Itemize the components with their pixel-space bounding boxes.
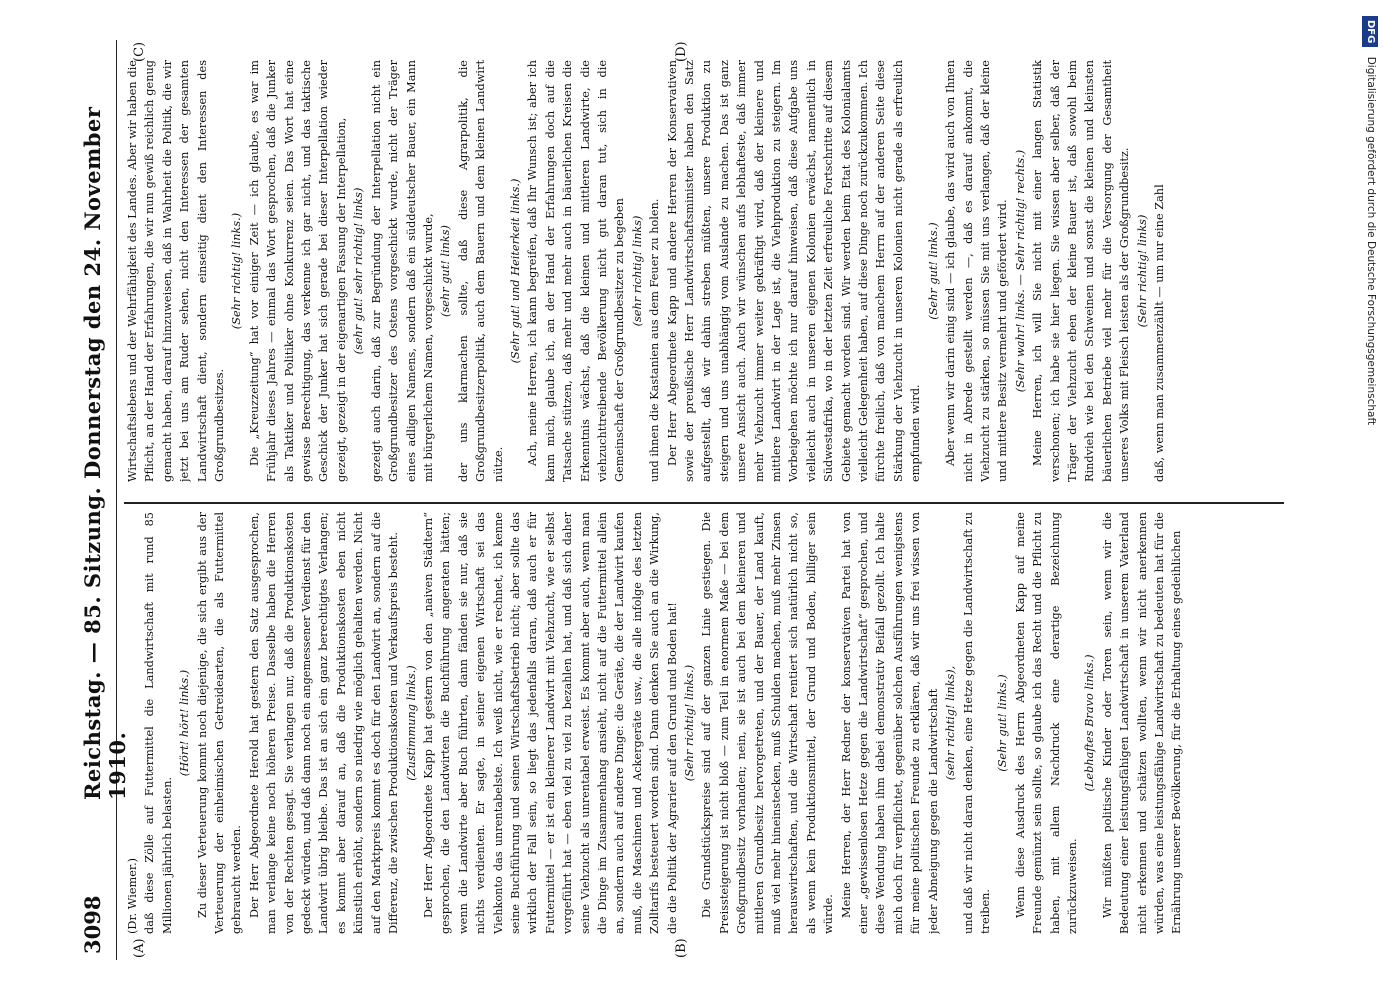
paragraph: Ach, meine Herren, ich kann begreifen, daß Ihr Wunsch ist; aber ich kann mich, glaube ich, an der Hand der Erfahrungen doch auf die Tatsache stützen, daß mehr und mehr auch in bäuerlichen Kreisen die Erkenntnis wächst, daß die kleinen und mittleren Landwirte, die viehzuchttreibende Bevölkerung nicht gut daran tut, sich in die Gemeinschaft der Großgrundbesitzer zu begeben bbox=[526, 60, 627, 482]
left-text-column bbox=[124, 512, 1284, 934]
paragraph: Die Grundstückspreise sind auf der ganzen Linie gestiegen. Die Preissteigerung ist nicht bloß — zum Teil in enormem Maße — bei dem Großgrundbesitz vorhanden; nein, sie ist auch bei dem kleineren und mittleren Grundbesitz hervorgetreten, und der Bauer, der Land kauft, muß viel mehr hineinstecken, muß Schulden machen, muß mehr Zinsen herauswirtschaften, und die Wirtschaft rentiert sich natürlich nicht so, als wenn kein Produktionsmittel, der Grund und Boden, billiger sein würde. bbox=[700, 512, 836, 934]
interjection: (Sehr richtig! links.) bbox=[230, 212, 244, 330]
dfg-logo: DFG bbox=[1362, 16, 1378, 47]
interjection: (Sehr wahr! links. — Sehr richtig! rechts.) bbox=[1013, 149, 1027, 393]
right-text-column bbox=[124, 60, 1284, 482]
paragraph: und daß wir nicht daran denken, eine Hetze gegen die Landwirtschaft zu treiben. bbox=[961, 512, 992, 934]
margin-marker-b: (B) bbox=[674, 938, 689, 958]
interjection: (Lebhaftes Bravo links.) bbox=[1083, 654, 1097, 792]
paragraph: Zu dieser Verteuerung kommt noch diejenige, die sich ergibt aus der Verteuerung der einheimischen Getreidearten, die als Futtermittel gebraucht werden. bbox=[195, 512, 244, 934]
paragraph: Wir müßten politische Kinder oder Toren sein, wenn wir die Bedeutung einer leistungsfähigen Landwirtschaft in unserem Vaterland nicht erkennen und schätzen wollten, wenn wir nicht anerkennen würden, was eine leistungsfähige Landwirtschaft zu bedeuten hat für die Ernährung unserer Bevölkerung, für die Erhaltung eines gedeihlichen bbox=[1100, 512, 1184, 934]
margin-marker-a: (A) bbox=[132, 938, 147, 958]
column-divider bbox=[124, 503, 1284, 505]
interjection: (sehr gut! links) bbox=[439, 225, 453, 317]
paragraph: Wenn diese Ausdruck des Herrn Abgeordneten Kapp auf meine Freunde gemünzt sein sollte, so glaube ich das Recht und die Pflicht zu haben, mit allem Nachdruck eine derartige Bezeichnung zurückzuweisen. bbox=[1013, 512, 1079, 934]
paragraph: gezeigt auch darin, daß zur Begründung der Interpellation nicht ein Großgrundbesitzer des Ostens vorgeschickt wurde, nicht der Träger eines adligen Namens, sondern daß ein süddeutscher Bauer, ein Mann mit bürgerlichem Namen, vorgeschickt wurde, bbox=[369, 60, 435, 482]
interjection: (Zustimmung links.) bbox=[404, 665, 418, 781]
document-page bbox=[62, 40, 1302, 960]
interjection: (Hört! hört! links.) bbox=[178, 669, 192, 777]
interjection: (Sehr gut! und Heiterkeit links.) bbox=[508, 178, 522, 364]
paragraph: Meine Herren, ich will Sie nicht mit einer langen Statistik verschonen; ich habe sie hier liegen. Sie wissen aber selber, daß der Träger der Viehzucht eben der kleine Bauer ist, daß sowohl beim Rindvieh wie bei den Schweinen und sonst die kleinen und kleinsten bäuerlichen Betriebe viel mehr für die Versorgung der Gesamtheit unseres Volks mit Fleisch leisten als der Großgrundbesitz. bbox=[1031, 60, 1132, 482]
interjection: (sehr richtig! links) bbox=[630, 215, 644, 327]
running-title: Reichstag. — 85. Sitzung. Donnerstag den 24. November 1910. bbox=[80, 106, 130, 800]
margin-marker-c: (C) bbox=[132, 41, 147, 62]
interjection: (Sehr richtig! links.) bbox=[683, 664, 696, 782]
interjection: (sehr richtig! links), bbox=[944, 665, 958, 781]
paragraph: Die „Kreuzzeitung“ hat vor einiger Zeit — ich glaube, es war im Frühjahr dieses Jahres — einmal das Wort gesprochen, daß die Junker als Taktiker und Politiker ohne Konkurrenz seien. Das Wort hat eine gewisse Berechtigung, das verkenne ich gar nicht, und das taktische Geschick der Junker hat sich gerade bei dieser Interpellation wieder gezeigt, gezeigt in der eigenartigen Fassung der Interpellation, bbox=[247, 60, 348, 482]
page-header bbox=[70, 40, 130, 960]
speaker-note: (Dr. Wiemer.) bbox=[126, 857, 139, 934]
paragraph: daß diese Zölle auf Futtermittel die Landwirtschaft mit rund 85 Millionen jährlich belasten. bbox=[143, 512, 174, 934]
margin-marker-d: (D) bbox=[674, 41, 689, 62]
paragraph: Wirtschaftslebens und der Wehrfähigkeit des Landes. Aber wir haben die Pflicht, an der Hand der Erfahrungen, die wir nun gewiß reichlich genug gemacht haben, darauf hinzuweisen, daß in Wahrheit die Politik, die wir jetzt bei uns am Ruder sehen, nicht den Interessen der gesamten Landwirtschaft dient, sondern einseitig dient den Interessen des Großgrundbesitzes. bbox=[126, 60, 227, 482]
paragraph: und ihnen die Kastanien aus dem Feuer zu holen. bbox=[648, 198, 662, 482]
paragraph: Der Herr Abgeordnete Herold hat gestern den Satz ausgesprochen, man verlange keine noch höheren Preise. Dasselbe haben die Herren von der Rechten gesagt. Sie verlangen nur, daß die Produktionskosten gedeckt würden, und daß dann noch ein angemessener Verdienst für den Landwirt übrig bleibe. Das ist an sich ein ganz berechtigtes Verlangen; es kommt aber darauf an, daß die Produktionskosten eben nicht künstlich erhöht, sondern so niedrig wie möglich gehalten werden. Nicht auf den Marktpreis kommt es doch für den Landwirt an, sondern auf die Differenz, die zwischen Produktionskosten und Verkaufspreis besteht. bbox=[247, 512, 401, 934]
paragraph: Meine Herren, der Herr Redner der konservativen Partei hat von einer „gewissenlosen Hetze gegen die Landwirtschaft“ gesprochen, und diese Wendung haben ihm dabei demonstrativ Beifall gezollt. Ich halte mich doch für verpflichtet, gegenüber solchen Ausführungen wenigstens für meine politischen Freunde zu erklären, daß wir uns frei wissen von jeder Abneigung gegen die Landwirtschaft bbox=[839, 512, 940, 934]
paragraph: Der Herr Abgeordnete Kapp hat gestern von den „naiven Städtern“ gesprochen, die den Landwirten die Buchführung angeraten hätten; wenn die Landwirte aber Buch führten, dann fänden sie nur, daß sie nichts verdienten. Er sagte, in seiner eigenen Wirtschaft sei das Viehkonto das unrentabelste. Ich weiß nicht, wie er rechnet, ich kenne seine Buchführung und seinen Wirtschaftsbetrieb nicht; aber sollte das wirklich der Fall sein, so liegt das jedenfalls daran, daß auch er für Futtermittel — er ist ein kleinerer Landwirt mit Viehzucht, wie er selbst vorgeführt hat — eben viel zu viel zu bezahlen hat, und daß sich daher seine Viehzucht als unrentabel erweist. Es kommt aber auch, wenn man die Dinge im Zusammenhang ansieht, nicht auf die Futtermittel allein an, sondern auch auf andere Dinge: die Geräte, die der Landwirt kaufen muß, die Maschinen und Ackergeräte usw., die alle infolge des letzten Zolltarifs besteuert worden sind. Dann denken Sie auch an die Wirkung, die die Politik der Agrarier auf den Grund und Boden hat! bbox=[421, 512, 679, 934]
paragraph: Der Herr Abgeordnete Kapp und andere Herren der Konservativen sowie der preußische Herr Landwirtschaftsminister haben den Satz aufgestellt, daß wir dahin streben müßten, unsere Produktion zu steigern und uns unabhängig vom Auslande zu machen. Das ist ganz unsere Ansicht auch. Auch wir wünschen aufs lebhafteste, daß immer mehr Viehzucht immer weiter gekräftigt wird, daß der kleinere und mittlere Landwirt in der Lage ist, die Viehproduktion zu steigern. Im Vorbeigehen möchte ich nur darauf hinweisen, daß diese Aufgabe uns vielleicht auch in unseren eigenen Kolonien erwächst, namentlich in Südwestafrika, wo in der letzten Zeit erfreuliche Fortschritte auf diesem Gebiete gemacht worden sind. Wir werden beim Etat des Kolonialamts vielleicht Gelegenheit haben, auf diese Dinge noch zurückzukommen. Ich fürchte freilich, daß von manchem Herrn auf der anderen Seite diese Stärkung der Viehzucht in unseren Kolonien nicht gerade als erfreulich empfunden wird. bbox=[665, 60, 923, 482]
digitization-credit bbox=[1363, 16, 1379, 986]
interjection: (Sehr gut! links.) bbox=[996, 674, 1010, 772]
credit-text: Digitalisierung gefördert durch die Deutsche Forschungsgemeinschaft bbox=[1365, 56, 1377, 426]
paragraph: daß, wenn man zusammenzählt — um nur eine Zahl bbox=[1152, 184, 1166, 482]
interjection: (Sehr richtig! links) bbox=[1135, 214, 1149, 328]
interjection: (Sehr gut! links.) bbox=[926, 222, 940, 320]
page-number: 3098 bbox=[80, 895, 105, 954]
interjection: (sehr gut! sehr richtig! links) bbox=[352, 187, 366, 355]
paragraph: der uns klarmachen sollte, daß diese Agrarpolitik, die Großgrundbesitzerpolitik, auch dem Bauern und dem kleinen Landwirt nütze. bbox=[456, 60, 505, 482]
paragraph: Aber wenn wir darin einig sind — ich glaube, das wird auch von Ihnen nicht in Abrede gestellt werden —, daß es darauf ankommt, die Viehzucht zu stärken, so müssen Sie mit uns verlangen, daß der kleine und mittlere Besitz vermehrt und gefördert wird. bbox=[944, 60, 1010, 482]
